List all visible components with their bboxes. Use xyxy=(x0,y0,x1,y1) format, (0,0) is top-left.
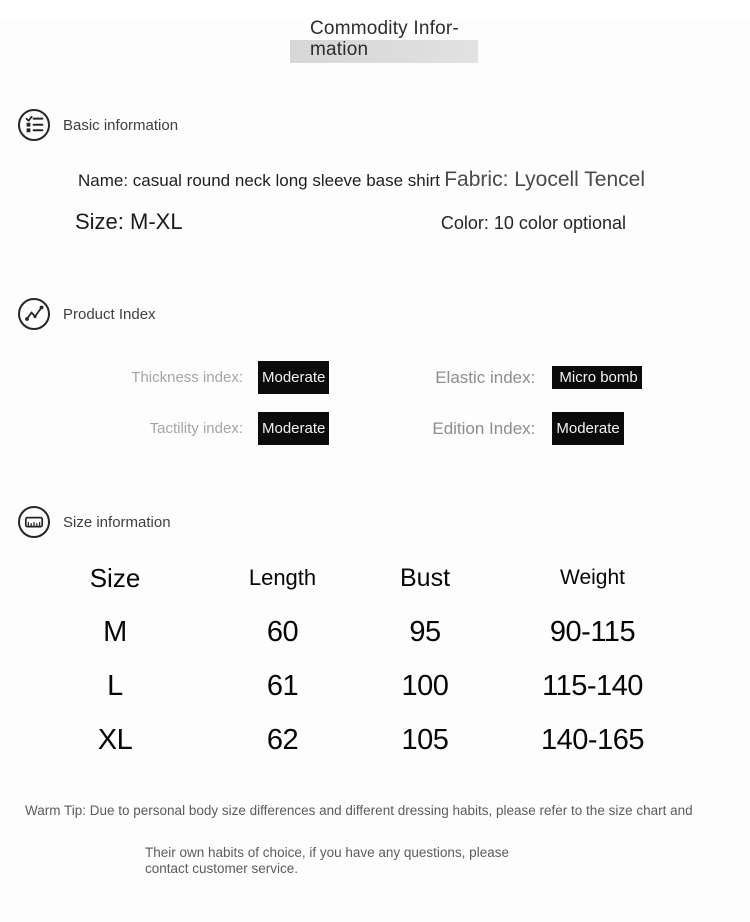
tactility-index-label: Tactility index: xyxy=(149,420,243,437)
section-label-size-information: Size information xyxy=(63,513,171,531)
thickness-index-value-badge: Moderate xyxy=(258,361,329,394)
tactility-index-value-badge: Moderate xyxy=(258,412,329,445)
section-label-product-index: Product Index xyxy=(63,305,156,323)
page-title-line2: mation xyxy=(310,39,369,60)
elastic-index-value-badge: Micro bomb xyxy=(552,366,641,389)
size-table-cell: 90-115 xyxy=(549,615,636,648)
section-header-basic-information xyxy=(17,108,750,142)
thickness-index-label: Thickness index: xyxy=(131,369,243,386)
size-table-cell: L xyxy=(107,669,123,702)
warm-tip-line1: Warm Tip: Due to personal body size differences and different dressing habits, please refer to the size chart and xyxy=(25,803,693,818)
edition-index-label: Edition Index: xyxy=(432,418,536,438)
product-size-range-text: Size: M-XL xyxy=(75,209,183,234)
size-table-cell: 61 xyxy=(266,669,299,702)
size-table-header-size: Size xyxy=(89,562,141,593)
size-table-cell: XL xyxy=(97,723,133,756)
product-name-text: Name: casual round neck long sleeve base shirt xyxy=(78,171,440,190)
size-table xyxy=(40,559,730,759)
product-fabric-text: Fabric: Lyocell Tencel xyxy=(444,168,645,191)
size-table-cell: 140-165 xyxy=(541,723,644,756)
page-title xyxy=(310,18,570,60)
size-table-cell: 100 xyxy=(401,669,449,702)
section-header-product-index xyxy=(17,297,750,331)
edition-index-value-badge: Moderate xyxy=(552,412,623,445)
size-table-cell: 105 xyxy=(401,723,449,756)
size-table-cell: M xyxy=(103,615,127,648)
product-detail-page xyxy=(0,18,750,876)
page-title-line1: Commodity Infor- xyxy=(310,18,459,39)
section-header-size-information xyxy=(17,505,750,539)
size-table-cell: 62 xyxy=(266,723,299,756)
checklist-icon xyxy=(17,108,51,142)
basic-info-row-1 xyxy=(0,168,750,192)
size-table-cell: 115-140 xyxy=(542,669,643,702)
size-table-cell: 95 xyxy=(409,615,441,648)
product-index-row-1 xyxy=(0,361,750,394)
size-table-header-bust: Bust xyxy=(399,563,451,592)
ruler-icon xyxy=(17,505,51,539)
warm-tip-line2: Their own habits of choice, if you have any questions, please contact customer service. xyxy=(145,845,509,876)
size-table-header-length: Length xyxy=(248,565,317,590)
basic-info-row-2 xyxy=(0,209,750,235)
section-label-basic-information: Basic information xyxy=(63,116,179,134)
product-color-text: Color: 10 color optional xyxy=(440,213,626,233)
elastic-index-label: Elastic index: xyxy=(435,367,536,387)
size-table-cell: 60 xyxy=(266,615,299,648)
trend-chart-icon xyxy=(17,297,51,331)
product-index-row-2 xyxy=(0,412,750,445)
size-table-header-weight: Weight xyxy=(560,566,625,589)
